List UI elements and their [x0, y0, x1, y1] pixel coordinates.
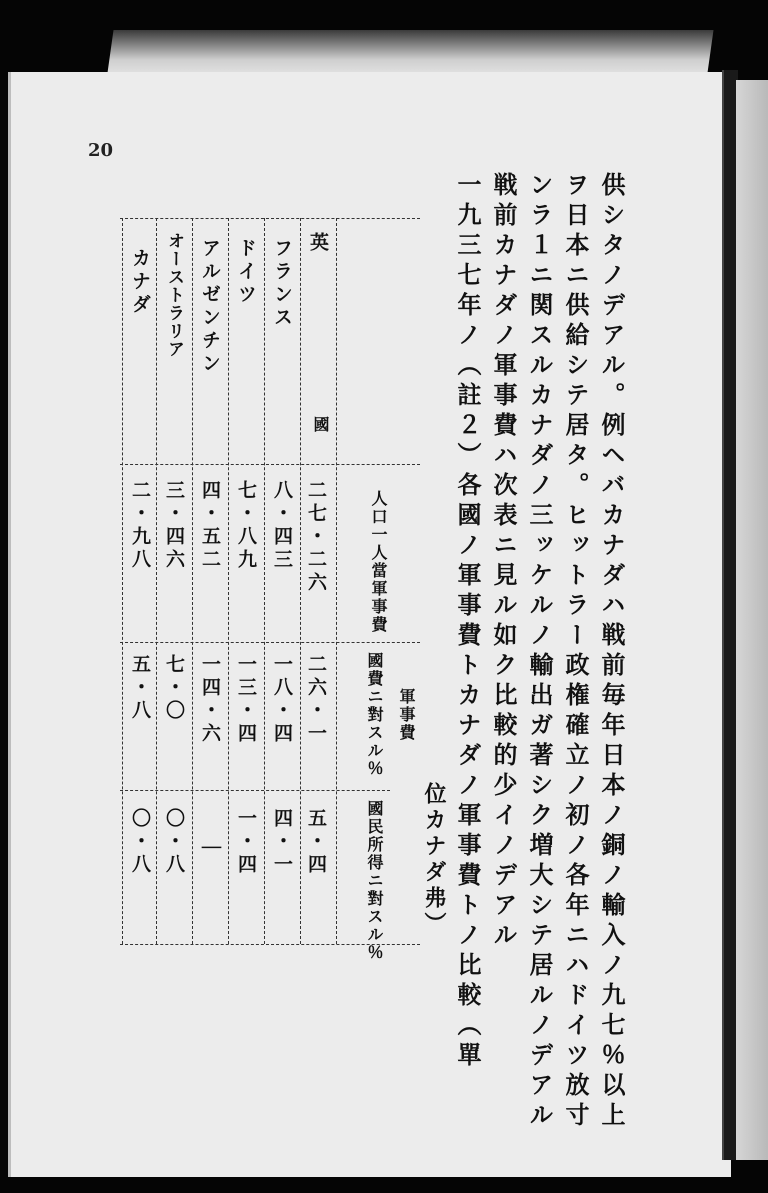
body-column-1: 供シタノデアル。例ヘバカナダハ戦前毎年日本ノ銅ノ輸入ノ九七％以上	[597, 172, 626, 1132]
table-col-rule-2	[192, 218, 193, 944]
per-capita-france: 八・四三	[271, 480, 293, 572]
country-germany: ドイツ	[235, 238, 257, 307]
pct-income-argentina: ｜	[199, 838, 221, 861]
header-pct-total: 國費ニ對スル％	[365, 652, 384, 778]
pct-income-france: 四・一	[271, 808, 293, 877]
pct-income-canada: 〇・八	[129, 808, 151, 877]
pct-income-australia: 〇・八	[163, 808, 185, 877]
header-country-mark: 英	[307, 232, 329, 255]
country-canada: カナダ	[129, 248, 151, 317]
pct-income-uk: 五・四	[305, 808, 327, 877]
pct-total-australia: 七・〇	[163, 654, 185, 723]
table-rule-1	[120, 464, 420, 465]
table-col-rule-5	[300, 218, 301, 944]
body-column-5: 一九三七年ノ（註２）各國ノ軍事費トカナダノ軍事費トノ比較（單	[453, 172, 482, 1072]
body-column-2: ヲ日本ニ供給シテ居タ。ヒットラー政権確立ノ初ノ各年ニハドイツ放寸	[561, 172, 590, 1132]
per-capita-canada: 二・九八	[129, 480, 151, 572]
header-country: 國	[311, 416, 330, 434]
header-pct-income: 國民所得ニ對スル％	[365, 800, 384, 962]
pct-total-germany: 一三・四	[235, 654, 257, 746]
per-capita-uk: 二七・二六	[305, 480, 327, 595]
per-capita-australia: 三・四六	[163, 480, 185, 572]
table-col-rule-6	[336, 218, 337, 944]
per-capita-germany: 七・八九	[235, 480, 257, 572]
header-per-capita: 人口一人當軍事費	[369, 490, 388, 634]
table-rule-top	[120, 218, 420, 219]
country-argentina: アルゼンチン	[199, 238, 221, 376]
table-rule-2	[120, 642, 420, 643]
per-capita-argentina: 四・五二	[199, 480, 221, 572]
pct-total-uk: 二六・一	[305, 654, 327, 746]
pct-total-france: 一八・四	[271, 654, 293, 746]
table-col-rule-1	[156, 218, 157, 944]
header-military-group: 軍事費	[397, 688, 416, 742]
table-col-rule-4	[264, 218, 265, 944]
body-column-4: 戦前カナダノ軍事費ハ次表ニ見ル如ク比較的少イノデアル	[489, 172, 518, 952]
book-right-strip	[736, 80, 768, 1160]
body-column-3: ンラ１ニ関スルカナダノ三ッケルノ輸出ガ著シク増大シテ居ルノデアル	[525, 172, 554, 1132]
page-number: 20	[88, 140, 114, 161]
military-expense-table	[120, 218, 420, 962]
pct-income-germany: 一・四	[235, 808, 257, 877]
pct-total-argentina: 一四・六	[199, 654, 221, 746]
country-australia: オーストラリア	[164, 232, 184, 358]
table-rule-3	[120, 790, 390, 791]
country-france: フランス	[271, 238, 293, 330]
pct-total-canada: 五・八	[129, 654, 151, 723]
table-caption: 位カナダ弗）	[421, 782, 447, 938]
table-col-rule-3	[228, 218, 229, 944]
table-rule-left	[122, 218, 123, 944]
